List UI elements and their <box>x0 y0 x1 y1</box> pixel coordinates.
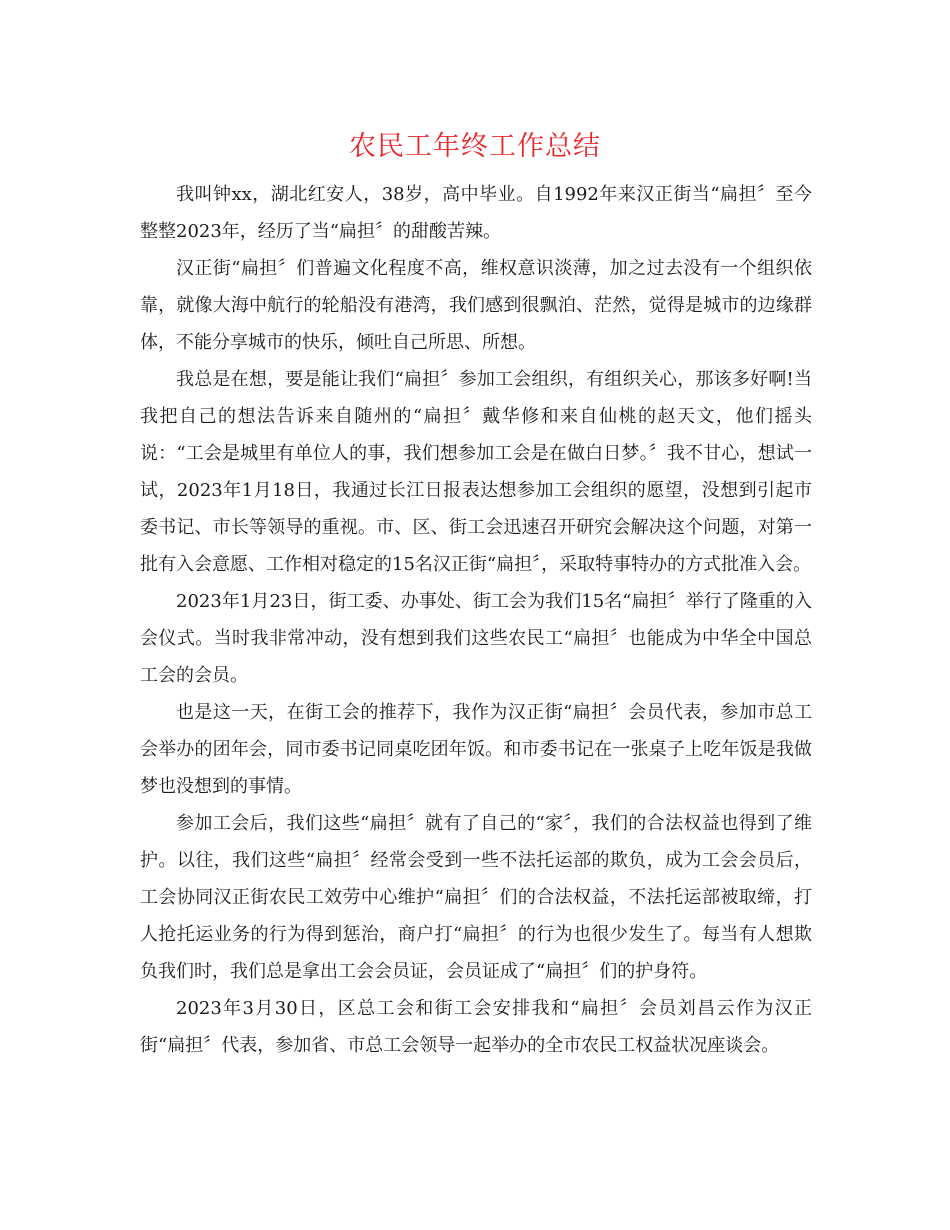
document-body <box>140 176 812 1064</box>
paragraph-7: 2023年3月30日，区总工会和街工会安排我和“扁担〞会员刘昌云作为汉正街“扁担〞代表，参加省、市总工会领导一起举办的全市农民工权益状况座谈会。 <box>140 998 812 1056</box>
paragraph-2: 汉正街“扁担〞们普遍文化程度不高，维权意识淡薄，加之过去没有一个组织依靠，就像大海中航行的轮船没有港湾，我们感到很飘泊、茫然，觉得是城市的边缘群体，不能分享城市的快乐，倾吐自己所思、所想。 <box>140 258 812 353</box>
document-title: 农民工年终工作总结 <box>349 131 601 162</box>
paragraph-1: 我叫钟xx，湖北红安人，38岁，高中毕业。自1992年来汉正街当“扁担〞至今整整2023年，经历了当“扁担〞的甜酸苦辣。 <box>140 184 812 242</box>
paragraph-6: 参加工会后，我们这些“扁担〞就有了自己的“家〞，我们的合法权益也得到了维护。以往，我们这些“扁担〞经常会受到一些不法托运部的欺负，成为工会会员后，工会协同汉正街农民工效劳中心维护“扁担〞们的合法权益，不法托运部被取缔，打人抢托运业务的行为得到惩治，商户打“扁担〞的行为也很少发生了。每当有人想欺负我们时，我们总是拿出工会会员证，会员证成了“扁担〞们的护身符。 <box>140 813 812 982</box>
paragraph-3: 我总是在想，要是能让我们“扁担〞参加工会组织，有组织关心，那该多好啊!当我把自己的想法告诉来自随州的“扁担〞戴华修和来自仙桃的赵天文，他们摇头说：“工会是城里有单位人的事，我们想参加工会是在做白日梦。〞我不甘心，想试一试，2023年1月18日，我通过长江日报表达想参加工会组织的愿望，没想到引起市委书记、市长等领导的重视。市、区、街工会迅速召开研究会解决这个问题，对第一批有入会意愿、工作相对稳定的15名汉正街“扁担〞，采取特事特办的方式批准入会。 <box>140 369 812 575</box>
paragraph-5: 也是这一天，在街工会的推荐下，我作为汉正街“扁担〞会员代表，参加市总工会举办的团年会，同市委书记同桌吃团年饭。和市委书记在一张桌子上吃年饭是我做梦也没想到的事情。 <box>140 702 812 797</box>
paragraph-4: 2023年1月23日，街工委、办事处、街工会为我们15名“扁担〞举行了隆重的入会仪式。当时我非常冲动，没有想到我们这些农民工“扁担〞也能成为中华全中国总工会的会员。 <box>140 591 812 686</box>
